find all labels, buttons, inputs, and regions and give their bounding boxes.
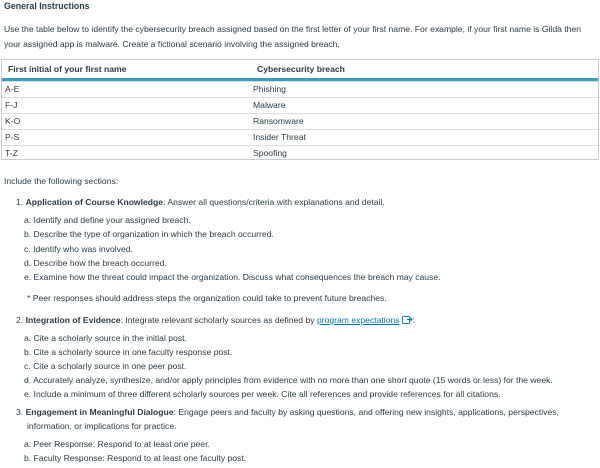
list-item: c. Cite a scholarly source in one peer post. xyxy=(24,361,187,371)
program-expectations-link[interactable]: program expectations xyxy=(316,315,400,325)
section-2-heading xyxy=(16,315,415,326)
section-number: 3. xyxy=(16,407,24,417)
section-text: : Integrate relevant scholarly sources as defined by xyxy=(120,315,317,325)
section-3-heading xyxy=(16,407,559,417)
list-item: e. Examine how the threat could impact the organization. Discuss what consequences the breach may cause. xyxy=(24,272,441,282)
initial-range-cell: T-Z xyxy=(5,148,18,158)
breach-cell: Malware xyxy=(253,100,286,110)
list-item: b. Describe the type of organization in which the breach occurred. xyxy=(24,229,274,239)
section-text: : Engage peers and faculty by asking questions, and offering new insights, applications, perspectives, xyxy=(173,407,559,417)
list-item: c. Identify who was involved. xyxy=(24,244,133,254)
list-item: a. Cite a scholarly source in the initial post. xyxy=(24,333,187,343)
table-row xyxy=(2,113,598,130)
external-link-icon xyxy=(402,315,413,326)
section-1-heading xyxy=(16,197,385,207)
list-item: a. Identify and define your assigned breach. xyxy=(24,215,191,225)
breach-table xyxy=(1,59,599,160)
list-item: b. Faculty Response: Respond to at least one faculty post. xyxy=(24,453,247,463)
section-title: Engagement in Meaningful Dialogue xyxy=(25,407,174,417)
list-item: d. Describe how the breach occurred. xyxy=(24,258,167,268)
section-text-end: : xyxy=(412,315,415,325)
table-row xyxy=(2,97,598,114)
initial-range-cell: F-J xyxy=(5,100,18,110)
section-title: Integration of Evidence xyxy=(25,315,121,325)
section-number: 2. xyxy=(16,315,24,325)
breach-cell: Insider Threat xyxy=(253,132,306,142)
initial-range-cell: K-O xyxy=(5,116,21,126)
list-item: a. Peer Response: Respond to at least one peer. xyxy=(24,439,210,449)
section-3-continuation: information, or implications for practice. xyxy=(27,421,177,431)
breach-cell: Phishing xyxy=(253,84,286,94)
column-header-initial: First initial of your first name xyxy=(8,64,127,74)
include-sections-label: Include the following sections: xyxy=(4,176,119,186)
section-text: : Answer all questions/criteria with explanations and detail. xyxy=(163,197,385,207)
table-row xyxy=(2,129,598,146)
initial-range-cell: P-S xyxy=(5,132,20,142)
column-header-breach: Cybersecurity breach xyxy=(257,64,345,74)
breach-cell: Spoofing xyxy=(253,148,287,158)
list-item: b. Cite a scholarly source in one faculty response post. xyxy=(24,347,233,357)
list-item: d. Accurately analyze, synthesize, and/or apply principles from evidence with no more than one short quote (15 words or less) for the week. xyxy=(24,375,553,385)
page-heading: General Instructions xyxy=(4,1,90,11)
table-row xyxy=(2,145,598,162)
table-header-row xyxy=(2,60,598,81)
peer-response-note: * Peer responses should address steps the organization could take to prevent future breaches. xyxy=(27,293,387,303)
intro-paragraph: Use the table below to identify the cybersecurity breach assigned based on the first letter of your first name. For example, if your first name is Gilda then your assigned app is malware. Create a fictional scenario involving the assigned breach. xyxy=(4,24,582,49)
table-row xyxy=(2,81,598,98)
list-item: e. Include a minimum of three different scholarly sources per week. Cite all references and provide references for all citations. xyxy=(24,389,501,399)
breach-cell: Ransomware xyxy=(253,116,304,126)
initial-range-cell: A-E xyxy=(5,84,20,94)
section-number: 1. xyxy=(16,197,24,207)
section-title: Application of Course Knowledge xyxy=(25,197,164,207)
